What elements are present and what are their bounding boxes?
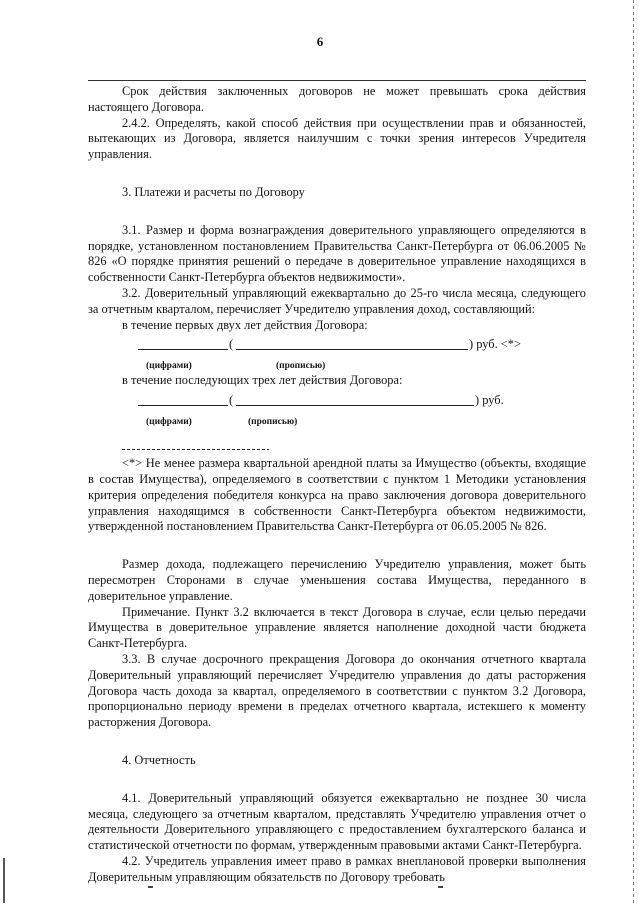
words-caption-1: (прописью)	[276, 361, 326, 372]
income-blank-line-1	[88, 335, 586, 359]
open-paren-1: (	[229, 337, 234, 352]
page-number: 6	[316, 34, 324, 49]
section-heading-payments: 3. Платежи и расчеты по Договору	[122, 184, 305, 199]
period2-label: в течение последующих трех лет действия Договора:	[122, 373, 403, 388]
footnote-separator	[122, 449, 269, 450]
digits-caption-1: (цифрами)	[146, 361, 192, 372]
document-body	[88, 84, 586, 885]
footnote-paragraph: <*> Не менее размера квартальной арендной платы за Имущество (объекты, входящие в состав Имущества), определяемого в соответствии с пунктом 1 Методики установления критерия определения победителя конкурса на право заключения договора доверительного управления находящимся в собственности Санкт-Петербурга объектом недвижимости, утвержденной постановлением Правительства Санкт-Петербурга от 06.05.2005 № 826.	[88, 456, 586, 534]
caption-row-2	[88, 415, 586, 429]
paragraph-3-2: 3.2. Доверительный управляющий ежеквартально до 25-го числа месяца, следующего за отчетным кварталом, перечисляет Учредителю управления доход, составляющий:	[88, 285, 586, 316]
paragraph-note: Примечание. Пункт 3.2 включается в текст Договора в случае, если целью передачи Имущества в доверительное управление является наполнение доходной части бюджета Санкт-Петербурга.	[88, 604, 586, 651]
scan-mark-left	[148, 886, 153, 888]
top-rule	[88, 80, 586, 81]
rub-label-1: ) руб. <*>	[469, 337, 521, 352]
digits-blank-2	[138, 405, 228, 406]
period1-label: в течение первых двух лет действия Договора:	[122, 317, 368, 332]
words-blank-2	[236, 405, 474, 406]
digits-caption-2: (цифрами)	[146, 417, 192, 428]
paragraph-3-1: 3.1. Размер и форма вознаграждения доверительного управляющего определяются в порядке, установленном постановлением Правительства Санкт-Петербурга от 06.06.2005 № 826 «О порядке принятия решений о передаче в доверительное управление находящихся в собственности Санкт-Петербурга объектов недвижимости».	[88, 222, 586, 285]
caption-row-1	[88, 359, 586, 373]
scan-edge-left	[3, 858, 5, 903]
income-form	[88, 318, 586, 430]
paragraph-income-revision: Размер дохода, подлежащего перечислению Учредителю управления, может быть пересмотрен Сторонами в случае уменьшения состава Имущества, переданного в доверительное управление.	[88, 557, 586, 603]
digits-blank-1	[138, 349, 228, 350]
paragraph-3-3: 3.3. В случае досрочного прекращения Договора до окончания отчетного квартала Доверительный управляющий перечисляет Учредителю управления до даты расторжения Договора часть дохода за квартал, определяемого в соответствии с пунктом 3.2 Договора, пропорционально периоду времени в пределах отчетного квартала, истекшего к моменту расторжения Договора.	[88, 651, 586, 730]
scan-edge-right	[633, 0, 634, 905]
paragraph-4-2: 4.2. Учредитель управления имеет право в рамках внеплановой проверки выполнения Доверительным управляющим обязательств по Договору требовать	[88, 853, 586, 884]
open-paren-2: (	[229, 393, 234, 408]
paragraph-contract-term: Срок действия заключенных договоров не может превышать срока действия настоящего Договора.	[88, 84, 586, 114]
words-blank-1	[236, 349, 468, 350]
income-blank-line-2	[88, 391, 586, 415]
paragraph-4-1: 4.1. Доверительный управляющий обязуется ежеквартально не позднее 30 числа месяца, следующего за отчетным кварталом, представлять Учредителю управления отчет о деятельности Доверительного управляющего с предоставлением бухгалтерского баланса и статистической отчетности по формам, утвержденным правовыми актами Санкт-Петербурга.	[88, 790, 586, 853]
words-caption-2: (прописью)	[248, 417, 298, 428]
scan-mark-right	[438, 886, 443, 888]
section-heading-reporting: 4. Отчетность	[122, 752, 196, 767]
rub-label-2: ) руб.	[475, 393, 504, 408]
paragraph-2-4-2: 2.4.2. Определять, какой способ действия при осуществлении прав и обязанностей, вытекающих из Договора, является наилучшим с точки зрения интересов Учредителя управления.	[88, 115, 586, 162]
